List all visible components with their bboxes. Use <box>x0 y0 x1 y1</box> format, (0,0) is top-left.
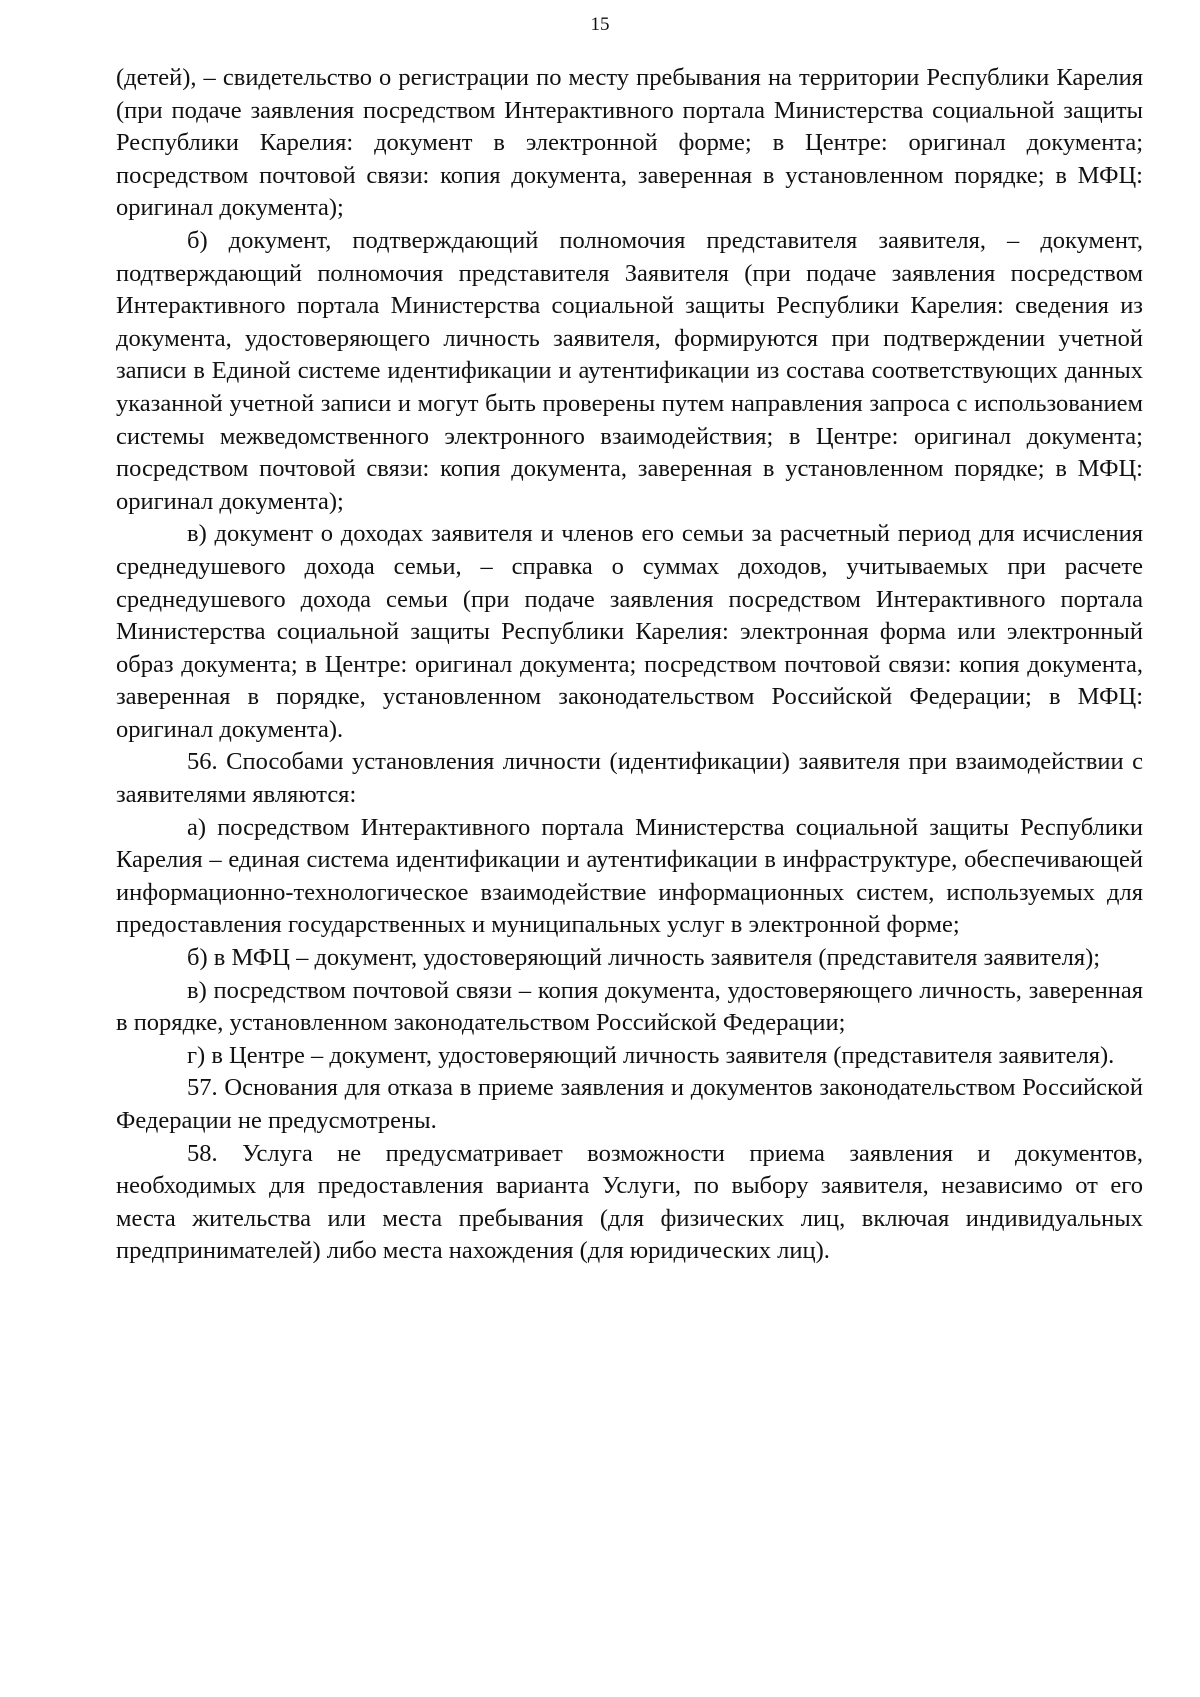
paragraph-58-extraterritorial: 58. Услуга не предусматривает возможности приема заявления и документов, необходимых для предоставления варианта Услуги, по выбору заявителя, независимо от его места жительства или места пребывания (для физических лиц, включая индивидуальных предпринимателей) либо места нахождения (для юридических лиц). <box>116 1139 1143 1265</box>
paragraph-56-g-center: г) в Центре – документ, удостоверяющий личность заявителя (представителя заявителя). <box>187 1041 1115 1069</box>
paragraph-57-refusal-grounds: 57. Основания для отказа в приеме заявления и документов законодательством Российской Федерации не предусмотрены. <box>116 1074 1143 1134</box>
page-number: 15 <box>590 14 610 35</box>
paragraph-b-representative-authority: б) документ, подтверждающий полномочия представителя заявителя, – документ, подтверждающий полномочия представителя Заявителя (при подаче заявления посредством Интерактивного портала Министерства социальной защиты Республики Карелия: сведения из документа, удостоверяющего личность заявителя, формируются при подтверждении учетной записи в Единой системе идентификации и аутентификации из состава соответствующих данных указанной учетной записи и могут быть проверены путем направления запроса с использованием системы межведомственного электронного взаимодействия; в Центре: оригинал документа; посредством почтовой связи: копия документа, заверенная в установленном порядке; в МФЦ: оригинал документа); <box>116 226 1143 515</box>
paragraph-continuation-detei: (детей), – свидетельство о регистрации по месту пребывания на территории Республики Карелия (при подаче заявления посредством Интерактивного портала Министерства социальной защиты Республики Карелия: документ в электронной форме; в Центре: оригинал документа; посредством почтовой связи: копия документа, заверенная в установленном порядке; в МФЦ: оригинал документа); <box>116 64 1143 222</box>
paragraph-v-income-document: в) документ о доходах заявителя и членов его семьи за расчетный период для исчисления среднедушевого дохода семьи, – справка о суммах доходов, учитываемых при расчете среднедушевого дохода семьи (при подаче заявления посредством Интерактивного портала Министерства социальной защиты Республики Карелия: электронная форма или электронный образ документа; в Центре: оригинал документа; посредством почтовой связи: копия документа, заверенная в порядке, установленном законодательством Российской Федерации; в МФЦ: оригинал документа). <box>116 520 1143 743</box>
document-body <box>116 62 1143 1268</box>
paragraph-56-v-post: в) посредством почтовой связи – копия документа, удостоверяющего личность, заверенная в порядке, установленном законодательством Российской Федерации; <box>116 976 1143 1037</box>
paragraph-56-identification-methods: 56. Способами установления личности (идентификации) заявителя при взаимодействии с заявителями являются: <box>116 748 1143 809</box>
paragraph-56-b-mfc: б) в МФЦ – документ, удостоверяющий личность заявителя (представителя заявителя); <box>187 944 1101 972</box>
paragraph-56-a-portal: а) посредством Интерактивного портала Министерства социальной защиты Республики Карелия – единая система идентификации и аутентификации в инфраструктуре, обеспечивающей информационно-технологическое взаимодействие информационных систем, используемых для предоставления государственных и муниципальных услуг в электронной форме; <box>116 813 1143 939</box>
